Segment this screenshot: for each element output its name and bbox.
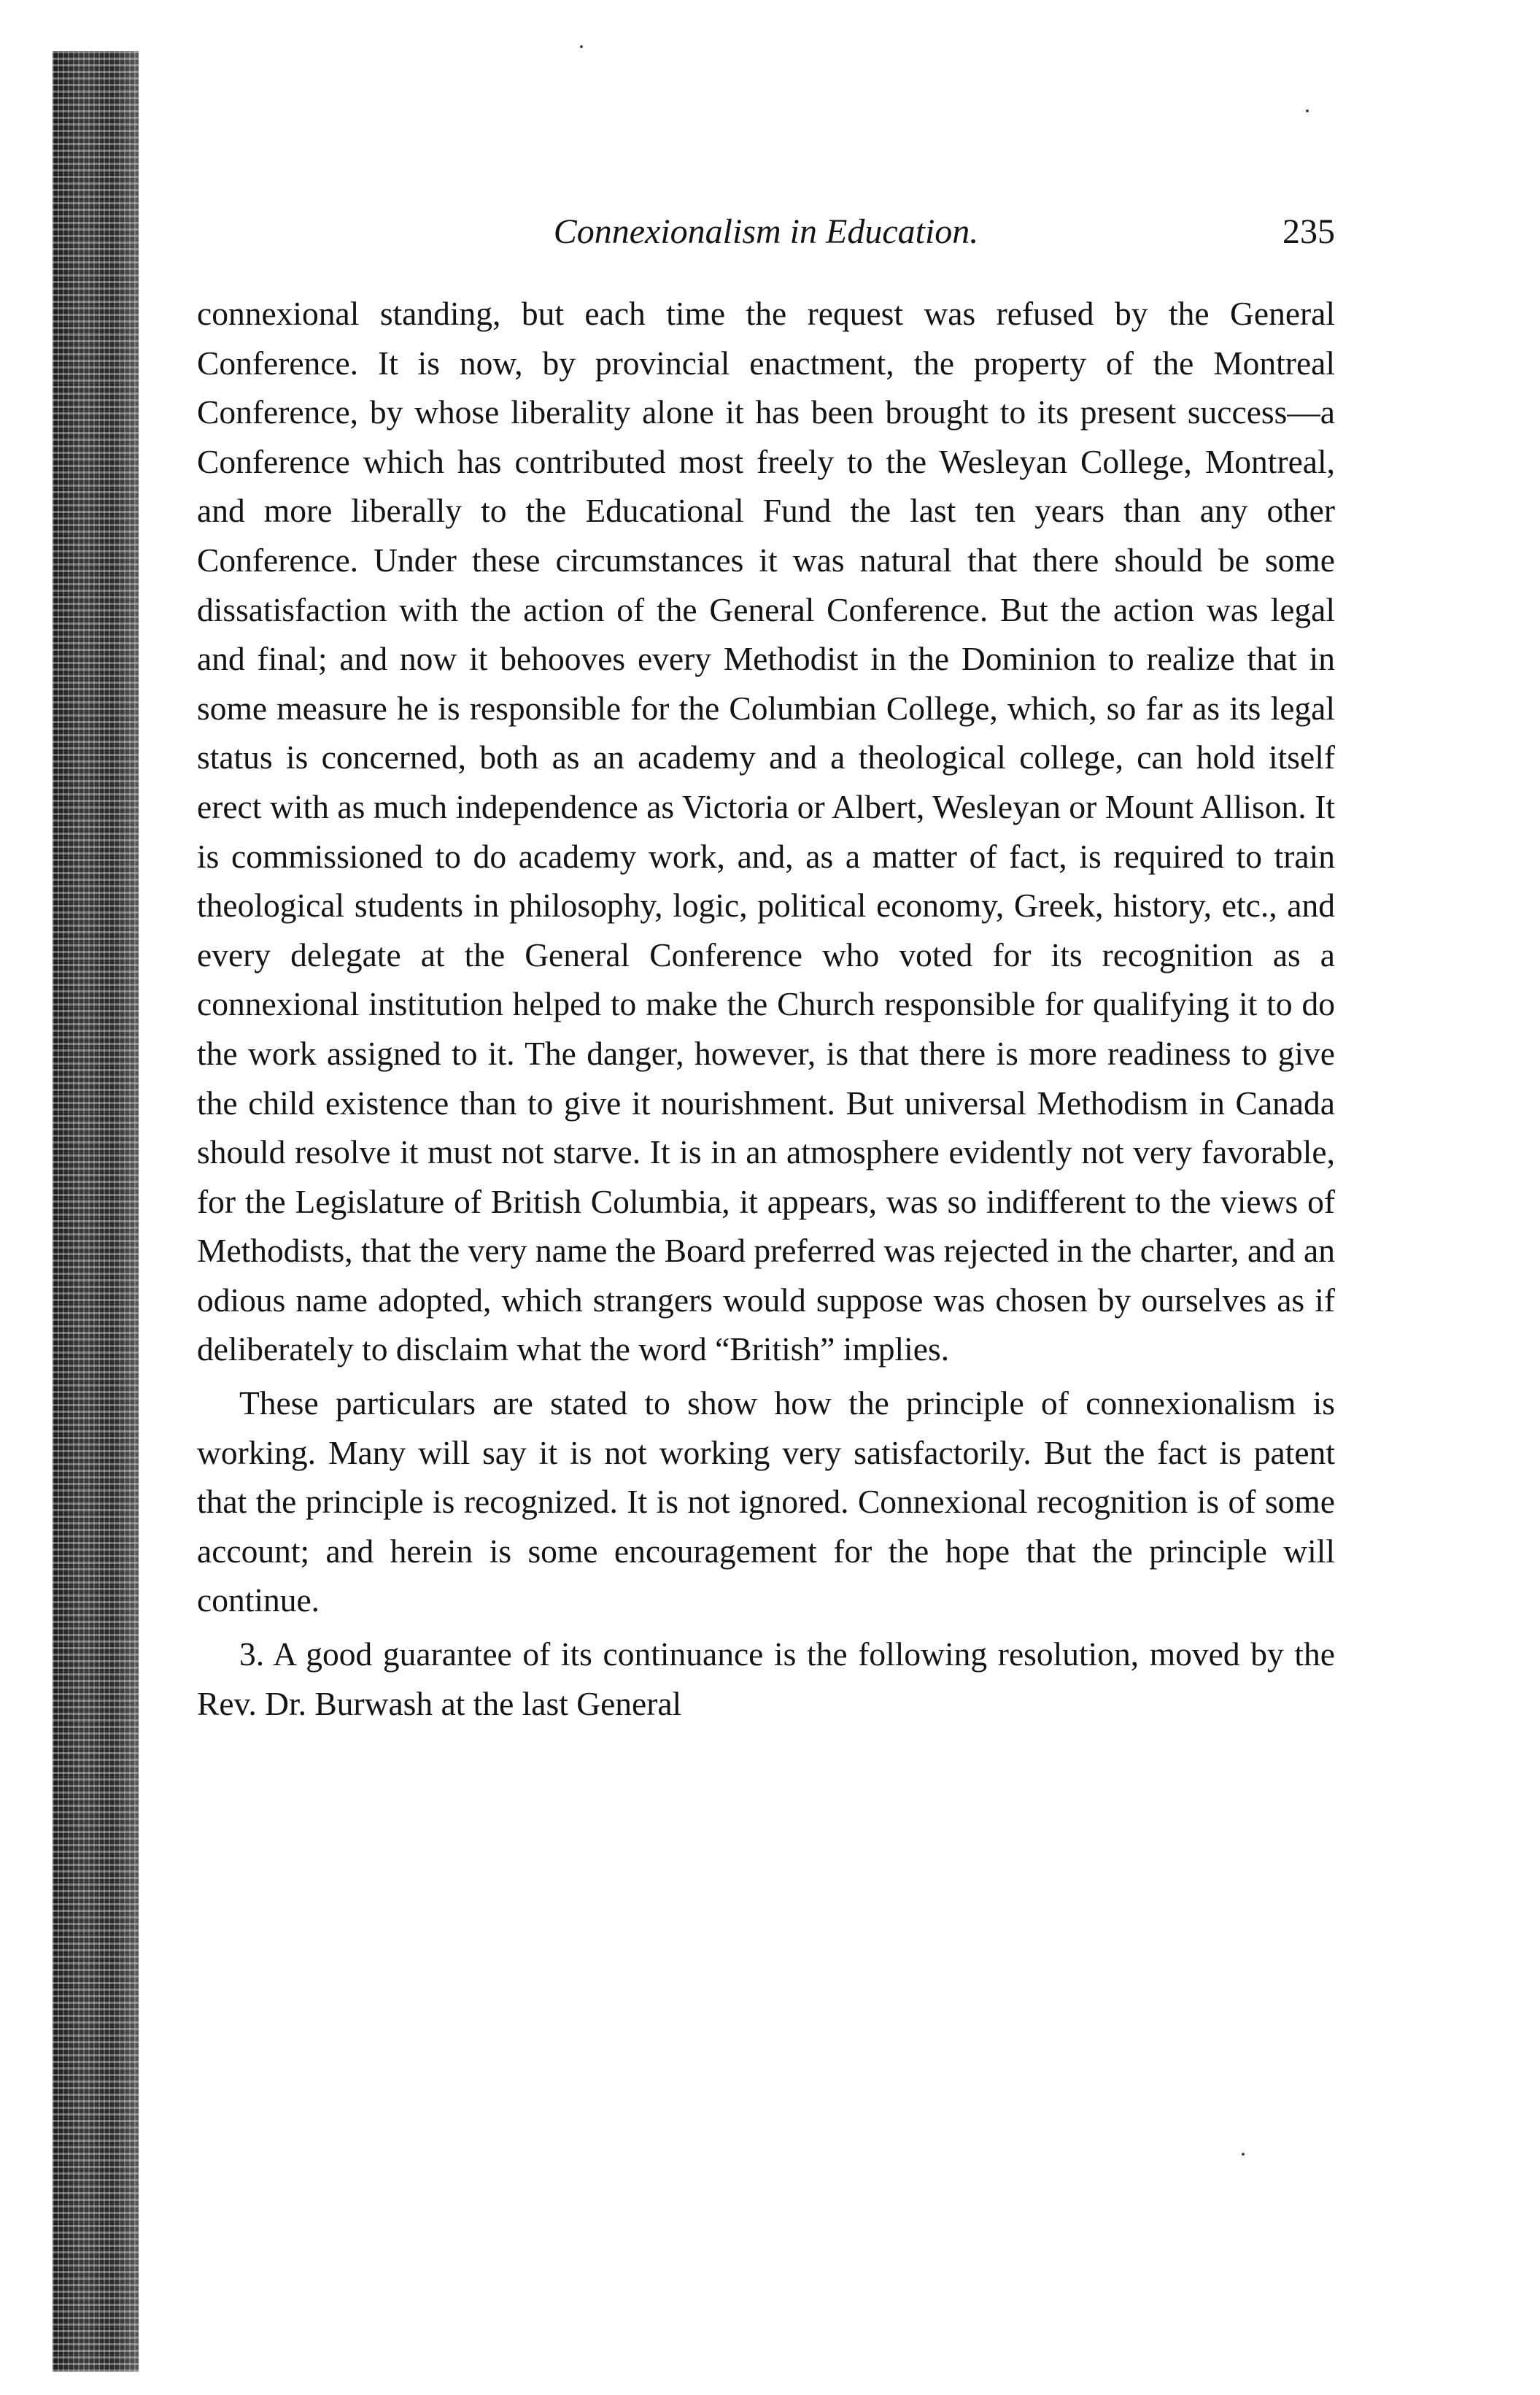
page-binding-edge — [53, 51, 139, 2372]
body-text — [197, 289, 1335, 1728]
scan-speck — [1306, 109, 1309, 112]
running-title: Connexionalism in Education. — [553, 212, 979, 251]
page-number: 235 — [1282, 212, 1335, 251]
scan-speck — [580, 45, 583, 48]
scan-speck — [1242, 2153, 1245, 2156]
paragraph: 3. A good guarantee of its continuance is the following resolution, moved by the Rev. Dr. Burwash at the last General — [197, 1635, 1335, 1722]
paragraph: connexional standing, but each time the request was refused by the General Conference. It is now, by provincial enactment, the property of the Montreal Conference, by whose liberality alone it has been brought to its present success—a Conference which has contributed most freely to the Wesleyan College, Montreal, and more liberally to the Educational Fund the last ten years than any other Conference. Under these circumstances it was natural that there should be some dissatisfaction with the action of the General Conference. But the action was legal and final; and now it behooves every Methodist in the Dominion to realize that in some measure he is responsible for the Columbian College, which, so far as its legal status is concerned, both as an academy and a theological college, can hold itself erect with as much independence as Victoria or Albert, Wesleyan or Mount Allison. It is commissioned to do academy work, and, as a matter of fact, is required to train theological students in philosophy, logic, political economy, Greek, history, etc., and every delegate at the General Conference who voted for its recognition as a connexional institution helped to make the Church responsible for qualifying it to do the work assigned to it. The danger, however, is that there is more readiness to give the child existence than to give it nourishment. But universal Methodism in Canada should resolve it must not starve. It is in an atmosphere evidently not very favorable, for the Legislature of British Columbia, it appears, was so indifferent to the views of Methodists, that the very name the Board preferred was rejected in the charter, and an odious name adopted, which strangers would suppose was chosen by ourselves as if deliberately to disclaim what the word “British” implies. — [197, 295, 1335, 1368]
paragraph: These particulars are stated to show how the principle of connexionalism is working. Many will say it is not working very satisfactorily. But the fact is patent that the principle is recognized. It is not ignored. Connexional recognition is of some account; and herein is some encouragement for the hope that the principle will continue. — [197, 1384, 1335, 1619]
book-page — [197, 206, 1335, 1732]
running-head — [197, 206, 1335, 258]
